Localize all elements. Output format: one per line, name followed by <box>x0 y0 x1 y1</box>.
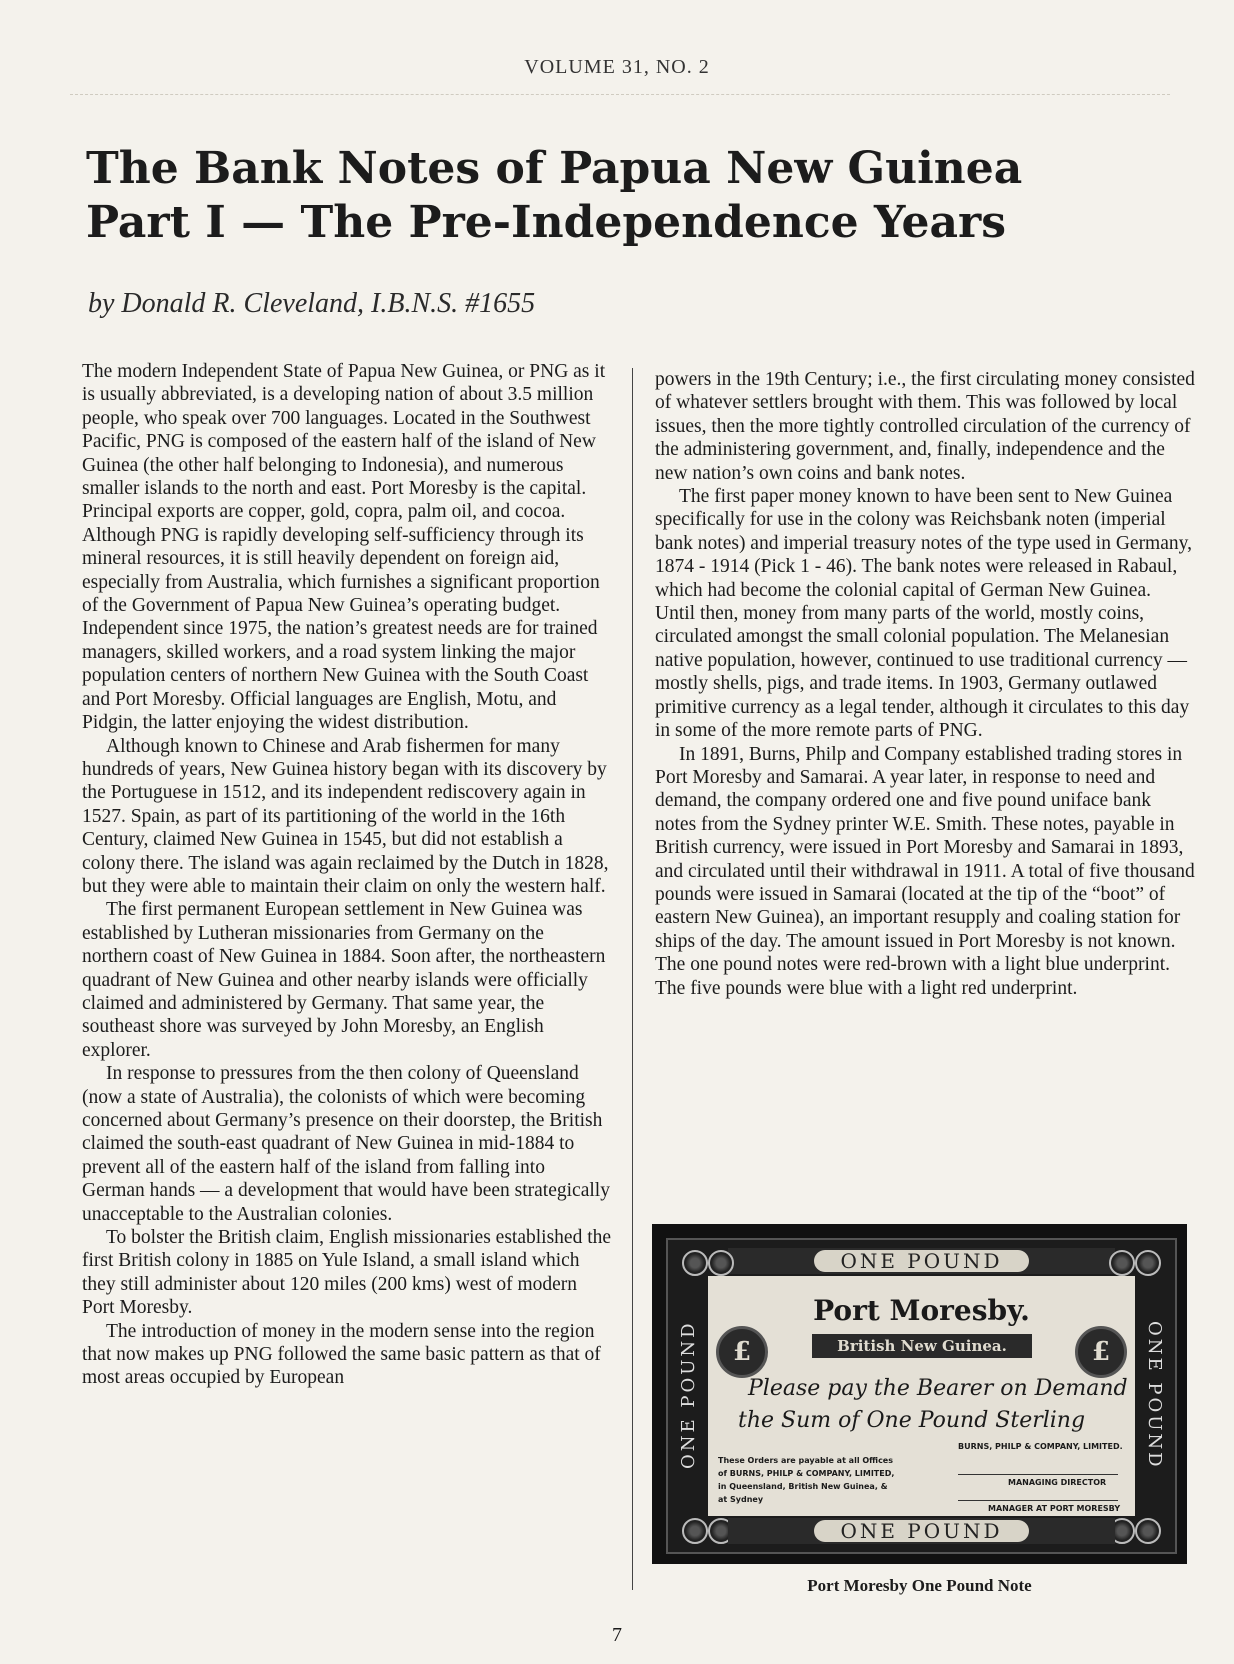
running-head: VOLUME 31, NO. 2 <box>524 56 710 78</box>
signature-line <box>958 1474 1118 1475</box>
note-region: British New Guinea. <box>812 1334 1032 1358</box>
rosette-icon <box>1135 1250 1161 1276</box>
note-side-right: ONE POUND <box>1144 1320 1165 1470</box>
note-side-left: ONE POUND <box>678 1320 699 1470</box>
rosette-icon <box>708 1250 734 1276</box>
banknote-figure <box>652 1224 1187 1564</box>
note-band-top <box>728 1248 1115 1274</box>
paragraph: powers in the 19th Century; i.e., the first circulating money consisted of whatever settlers brought with them. This was followed by local issues, then the more tightly controlled circulation of the currency of the administering government, and, finally, independence and the new nation’s own coins and bank notes. <box>655 369 1195 484</box>
note-town: Port Moresby. <box>813 1294 1030 1327</box>
title-line-1: The Bank Notes of Papua New Guinea <box>86 143 1023 194</box>
header-rule <box>70 94 1170 95</box>
rosette-icon <box>682 1250 708 1276</box>
paragraph: The first paper money known to have been sent to New Guinea specifically for use in the colony was Reichsbank noten (imperial bank notes) and imperial treasury notes of the type used in Germany, 1874 - 1914 (Pick 1 - 46). The bank notes were released in Rabaul, which had become the colonial capital of German New Guinea. Until then, money from many parts of the world, mostly coins, circulated amongst the small colonial population. The Melanesian native population, however, continued to use traditional currency — mostly shells, pigs, and trade items. In 1903, Germany outlawed primitive currency as a legal tender, although it circulates to this day in some of the more remote parts of PNG. <box>655 486 1192 742</box>
article-title <box>86 142 1166 250</box>
column-divider <box>632 368 633 1590</box>
paragraph: To bolster the British claim, English missionaries established the first British colony in 1885 on Yule Island, a small island which they still administer about 120 miles (200 kms) west of modern Port Moresby. <box>82 1227 612 1319</box>
paragraph: The modern Independent State of Papua New Guinea, or PNG as it is usually abbreviated, is a developing nation of about 3.5 million people, who speak over 700 languages. Located in the Southwest Pacific, PNG is composed of the eastern half of the island of New Guinea (the other half belonging to Indonesia), and numerous smaller islands to the north and east. Port Moresby is the capital. Principal exports are copper, gold, copra, palm oil, and cocoa. Although PNG is rapidly developing self-sufficiency through its mineral resources, it is still heavily dependent on foreign aid, especially from Australia, which furnishes a significant proportion of the Government of Papua New Guinea’s operating budget. Independent since 1975, the nation’s greatest needs are for trained managers, skilled workers, and a road system linking the major population centers of northern New Guinea with the South Coast and Port Moresby. Official languages are English, Motu, and Pidgin, the latter enjoying the widest distribution. <box>82 361 606 734</box>
pound-seal-icon: £ <box>1075 1326 1127 1378</box>
note-director: MANAGING DIRECTOR <box>1008 1478 1107 1487</box>
column-right <box>655 368 1195 1000</box>
note-face <box>708 1276 1135 1516</box>
note-promise-line-1: Please pay the Bearer on Demand <box>748 1376 1128 1401</box>
paragraph: The introduction of money in the modern sense into the region that now makes up PNG followed the same basic pattern as that of most areas occupied by European <box>82 1320 601 1389</box>
banknote-image <box>666 1238 1177 1554</box>
column-left <box>82 360 612 1390</box>
rosette-icon <box>682 1518 708 1544</box>
figure-caption: Port Moresby One Pound Note <box>807 1576 1032 1595</box>
paragraph: The first permanent European settlement in New Guinea was established by Lutheran missionaries from Germany on the northern coast of New Guinea in 1884. Soon after, the northeastern quadrant of New Guinea and other nearby islands were officially claimed and administered by Germany. That same year, the southeast shore was surveyed by John Moresby, an English explorer. <box>82 899 606 1061</box>
paragraph: In 1891, Burns, Philp and Company established trading stores in Port Moresby and Samarai. A year later, in response to need and demand, the company ordered one and five pound uniface bank notes from the Sydney printer W.E. Smith. These notes, payable in British currency, were issued in Port Moresby and Samarai in 1893, and circulated until their withdrawal in 1911. A total of five thousand pounds were issued in Samarai (located at the tip of the “boot” of eastern New Guinea), an important resupply and coaling station for ships of the day. The amount issued in Port Moresby is not known. The one pound notes were red-brown with a light blue underprint. The five pounds were blue with a light red underprint. <box>655 743 1195 999</box>
note-band-top-text: ONE POUND <box>814 1250 1028 1272</box>
page-number: 7 <box>612 1624 622 1646</box>
pound-seal-icon: £ <box>716 1326 768 1378</box>
note-band-bottom <box>728 1518 1115 1544</box>
title-line-2: Part I — The Pre-Independence Years <box>86 197 1007 248</box>
note-payable-text: These Orders are payable at all Offices of BURNS, PHILP & COMPANY, LIMITED, in Queensland, British New Guinea, & at Sydney <box>718 1456 895 1504</box>
note-band-bottom-text: ONE POUND <box>814 1520 1028 1542</box>
note-manager: MANAGER AT PORT MORESBY <box>988 1504 1121 1513</box>
note-company: BURNS, PHILP & COMPANY, LIMITED. <box>958 1442 1123 1451</box>
rosette-icon <box>1109 1250 1135 1276</box>
note-promise-line-2: the Sum of One Pound Sterling <box>738 1408 1086 1433</box>
signature-line <box>958 1500 1118 1501</box>
rosette-icon <box>1135 1518 1161 1544</box>
byline: by Donald R. Cleveland, I.B.N.S. #1655 <box>88 288 536 319</box>
paragraph: Although known to Chinese and Arab fishermen for many hundreds of years, New Guinea history began with its discovery by the Portuguese in 1512, and its independent rediscovery again in 1527. Spain, as part of its partitioning of the world in the 16th Century, claimed New Guinea in 1545, but did not establish a colony there. The island was again reclaimed by the Dutch in 1828, but they were able to maintain their claim on only the western half. <box>82 735 609 897</box>
paragraph: In response to pressures from the then colony of Queensland (now a state of Australia), the colonists of which were becoming concerned about Germany’s presence on their doorstep, the British claimed the south-east quadrant of New Guinea in mid-1884 to prevent all of the eastern half of the island from falling into German hands — a development that would have been strategically unacceptable to the Australian colonies. <box>82 1063 610 1225</box>
